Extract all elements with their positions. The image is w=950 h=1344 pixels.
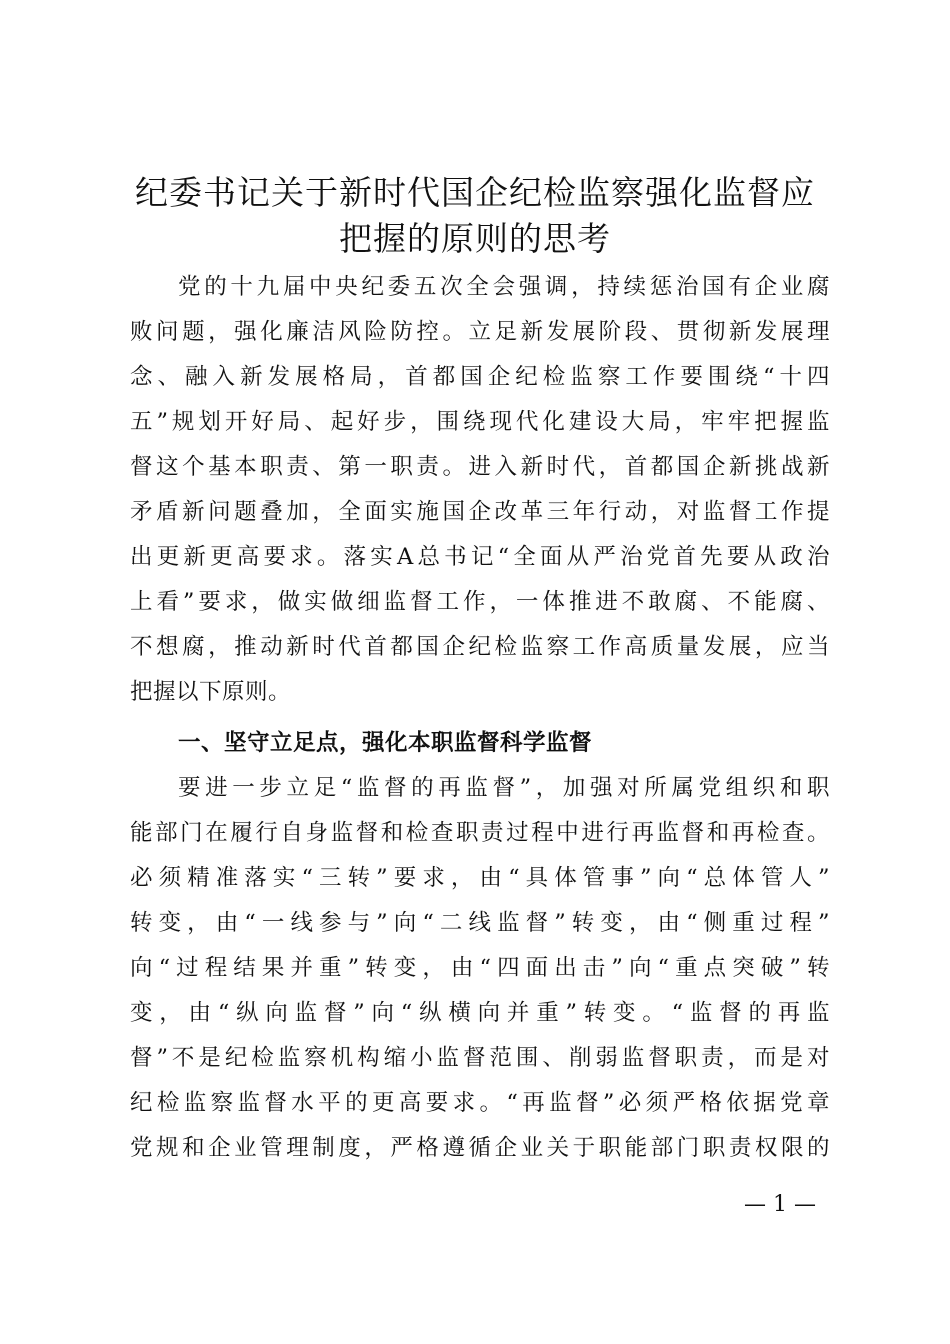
text-line: 矛盾新问题叠加，全面实施国企改革三年行动，对监督工作提: [130, 499, 830, 525]
text-line: 败问题，强化廉洁风险防控。立足新发展阶段、贯彻新发展理: [130, 319, 830, 345]
text-line: 向“过程结果并重”转变，由“四面出击”向“重点突破”转: [130, 955, 830, 981]
text-line: 变，由“纵向监督”向“纵横向并重”转变。“监督的再监: [130, 1000, 830, 1026]
text-line: 党的十九届中央纪委五次全会强调，持续惩治国有企业腐: [178, 274, 830, 300]
document-body: [130, 265, 830, 1171]
section-heading: 一、坚守立足点，强化本职监督科学监督: [178, 730, 593, 756]
page-number: — 1 —: [744, 1192, 816, 1217]
text-line: 要进一步立足“监督的再监督”，加强对所属党组织和职: [178, 775, 830, 801]
text-line: 督”不是纪检监察机构缩小监督范围、削弱监督职责，而是对: [130, 1045, 830, 1071]
text-line: 五”规划开好局、起好步，围绕现代化建设大局，牢牢把握监: [130, 409, 830, 435]
title-line-2: 把握的原则的思考: [339, 219, 611, 258]
paragraph-intro: [130, 265, 830, 715]
text-line: 党规和企业管理制度，严格遵循企业关于职能部门职责权限的: [130, 1135, 830, 1161]
text-line: 不想腐，推动新时代首都国企纪检监察工作高质量发展，应当: [130, 634, 830, 660]
text-line: 把握以下原则。: [130, 679, 292, 705]
document-title: [100, 170, 850, 262]
text-line: 必须精准落实“三转”要求，由“具体管事”向“总体管人”: [130, 865, 830, 891]
text-line: 能部门在履行自身监督和检查职责过程中进行再监督和再检查。: [130, 820, 830, 846]
text-line: 纪检监察监督水平的更高要求。“再监督”必须严格依据党章: [130, 1090, 830, 1116]
text-line: 上看”要求，做实做细监督工作，一体推进不敢腐、不能腐、: [130, 589, 830, 615]
text-line: 念、融入新发展格局，首都国企纪检监察工作要围绕“十四: [130, 364, 830, 390]
text-line: 出更新更高要求。落实A总书记“全面从严治党首先要从政治: [130, 544, 830, 570]
text-line: 督这个基本职责、第一职责。进入新时代，首都国企新挑战新: [130, 454, 830, 480]
title-line-1: 纪委书记关于新时代国企纪检监察强化监督应: [135, 173, 815, 212]
paragraph-section1: [130, 766, 830, 1171]
text-line: 转变，由“一线参与”向“二线监督”转变，由“侧重过程”: [130, 910, 830, 936]
